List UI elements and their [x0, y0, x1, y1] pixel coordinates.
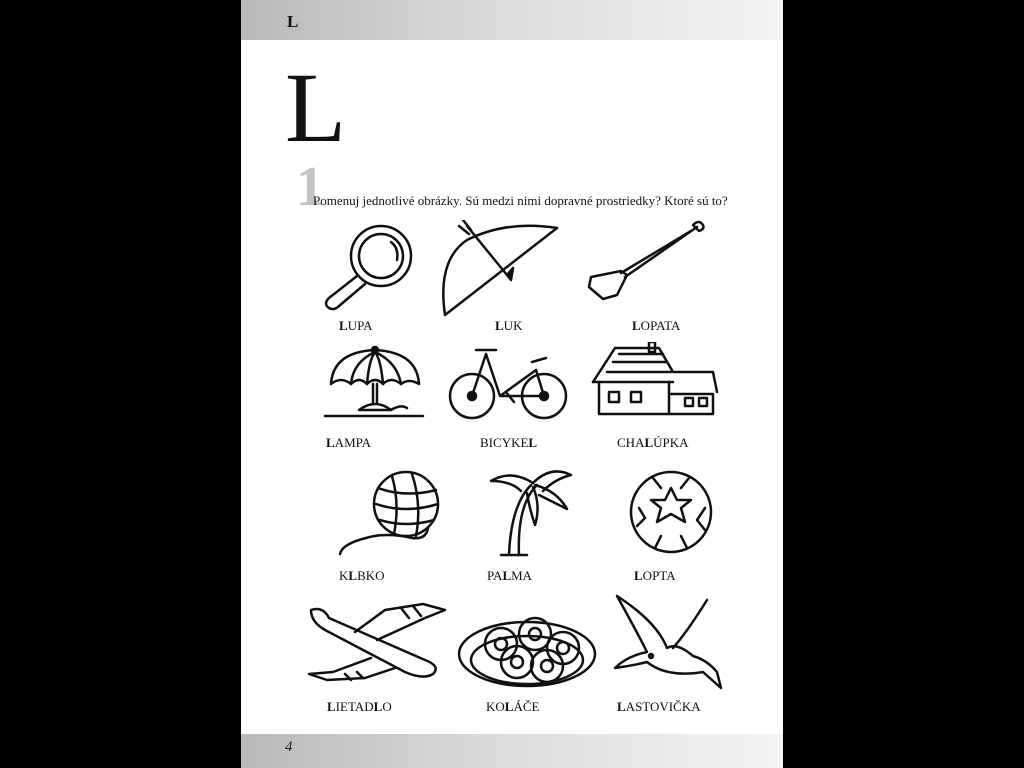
header-letter: L [287, 12, 299, 31]
bow-and-arrow-icon [437, 220, 567, 320]
workbook-page [241, 0, 783, 768]
shovel-icon [581, 215, 711, 310]
word-label: BICYKEL [480, 435, 538, 450]
footer-band [241, 734, 783, 768]
task-instruction: Pomenuj jednotlivé obrázky. Sú medzi nimi dopravné prostriedky? Ktoré sú to? [313, 193, 728, 208]
magnifier-icon [315, 218, 435, 313]
word-label: LUPA [339, 318, 373, 333]
word-label: KLBKO [339, 568, 385, 583]
word-label: LASTOVIČKA [617, 699, 701, 714]
page-number: 4 [285, 739, 293, 755]
word-label: CHALÚPKA [617, 435, 689, 450]
swallow-icon [607, 592, 727, 692]
palm-tree-icon [471, 465, 581, 560]
ball-icon [625, 468, 720, 558]
task-number: 1 [296, 156, 324, 218]
lamp-icon [323, 344, 433, 424]
word-label: LOPTA [634, 568, 676, 583]
bicycle-icon [446, 344, 571, 424]
airplane-icon [305, 600, 455, 690]
word-label: KOLÁČE [486, 699, 540, 714]
word-label: PALMA [487, 568, 533, 583]
yarn-ball-icon [336, 468, 456, 568]
word-label: LOPATA [632, 318, 681, 333]
header-band [241, 0, 783, 40]
word-label: LAMPA [326, 435, 372, 450]
cakes-icon [455, 604, 600, 694]
page-title-letter: L [285, 52, 347, 163]
word-label: LIETADLO [327, 699, 392, 714]
word-label: LUK [495, 318, 523, 333]
cottage-icon [589, 342, 719, 422]
